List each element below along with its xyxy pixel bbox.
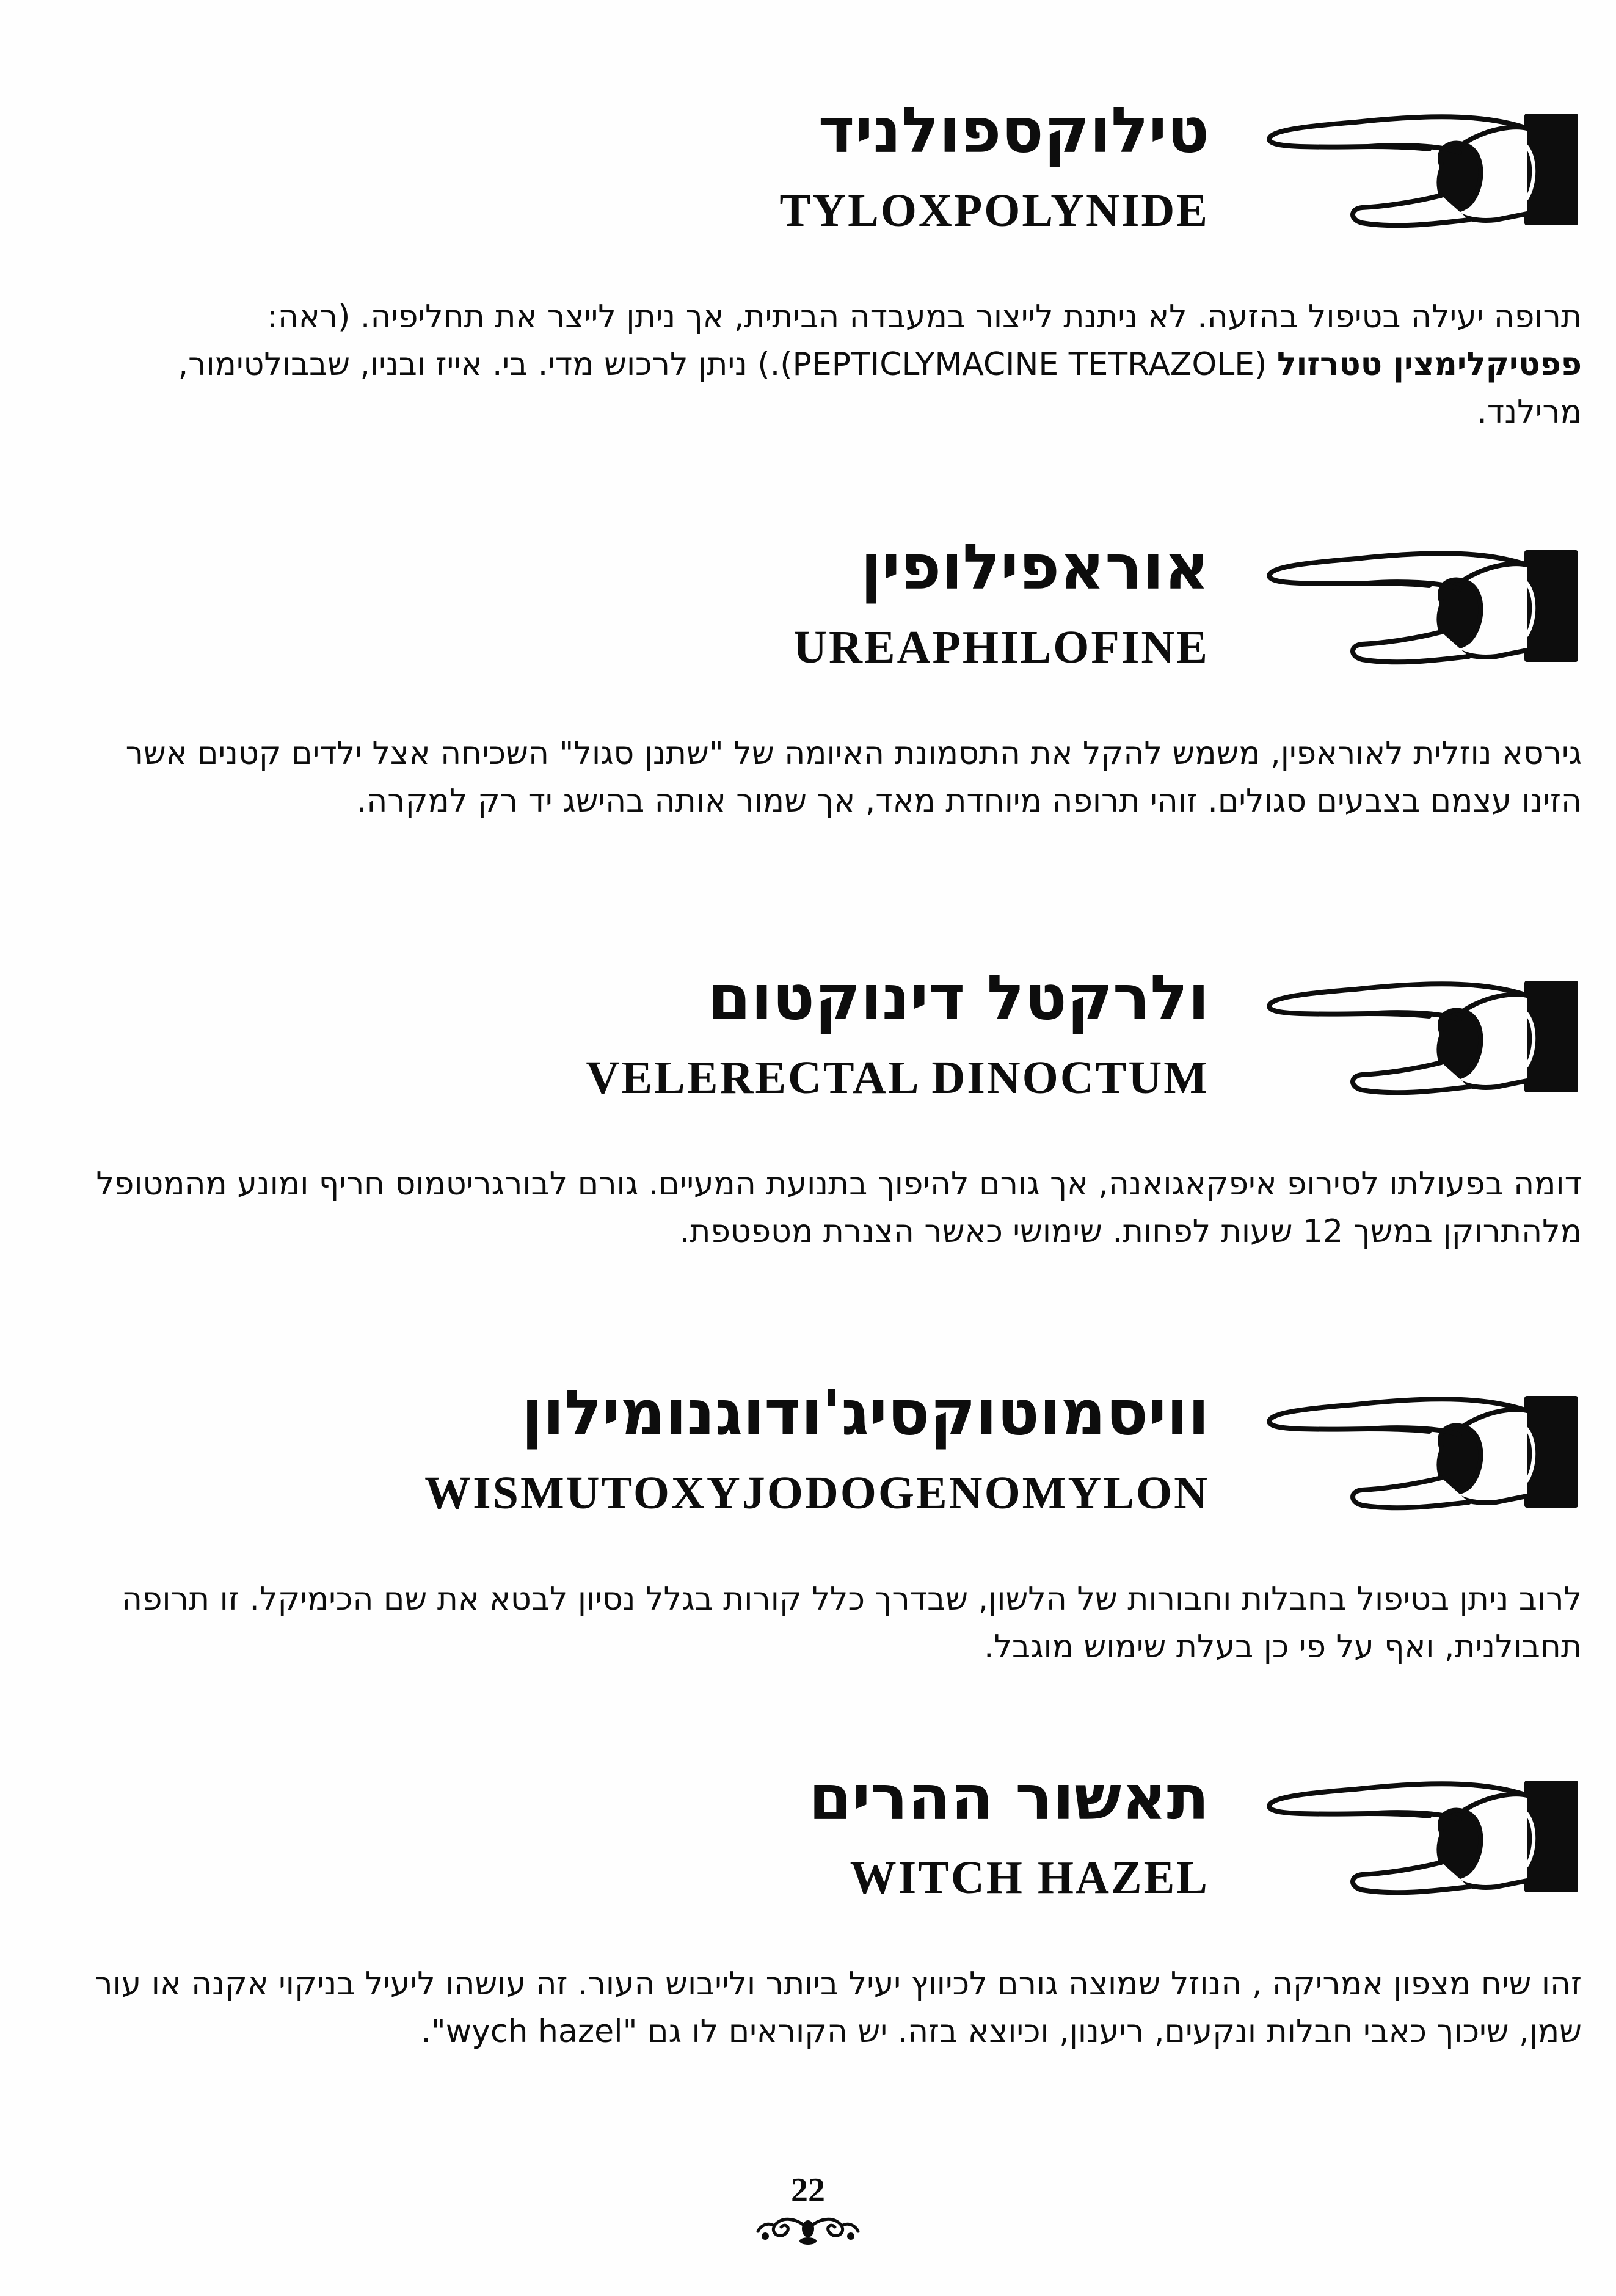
description-text: דומה בפעולתו לסירופ איפקאגואנה, אך גורם להיפוך בתנועת המעיים. גורם לבורגריטמוס חריף ומונע מהמטופל מלהתרוקן במשך 12 שעות לפחות. שימושי כאשר הצנרת מטפטפת. (96, 1166, 1582, 1250)
entry-title-english: WITCH HAZEL (850, 1852, 1209, 1903)
pointing-hand-icon (1258, 965, 1582, 1105)
pointing-hand-icon (1258, 98, 1582, 238)
entry-title-hebrew: ולרקטל דינוקטום (707, 962, 1209, 1034)
entry-title-english: WISMUTOXYJODOGENOMYLON (424, 1467, 1209, 1519)
entry-header (92, 1374, 1582, 1545)
entry-description (92, 730, 1582, 825)
entry-witch-hazel (92, 1759, 1582, 2055)
pointing-hand-icon (1258, 1765, 1582, 1905)
entry-header (92, 92, 1582, 263)
entry-velerectal-dinoctum (92, 959, 1582, 1255)
entry-header (92, 959, 1582, 1130)
pointing-hand-icon (1258, 534, 1582, 675)
entry-tyloxpolynide (92, 92, 1582, 436)
entry-description (92, 1960, 1582, 2055)
entry-title-english: VELERECTAL DINOCTUM (586, 1052, 1209, 1103)
description-text: לרוב ניתן בטיפול בחבלות וחבורות של הלשון, שבדרך כלל קורות בגלל נסיון לבטא את שם הכימיקל. זו תרופה תחבולנית, ואף על פי כן בעלת שימוש מוגבל. (121, 1581, 1582, 1665)
entry-description (92, 1575, 1582, 1671)
entry-description (92, 1160, 1582, 1255)
description-text: גירסא נוזלית לאוראפין, משמש להקל את התסמונת האיומה של "שתנן סגול" השכיחה אצל ילדים קטנים אשר הזינו עצמם בצבעים סגולים. זוהי תרופה מיוחדת מאד, אך שמור אותה בהישג יד רק למקרה. (125, 735, 1582, 819)
entry-header (92, 1759, 1582, 1930)
description-text: (PEPTICLYMACINE TETRAZOLE).) ניתן לרכוש מדי. בי. אייז ובניו, שבבולטימור, מרילנד. (178, 346, 1582, 431)
entry-ureaphilofine (92, 528, 1582, 825)
entry-title-english: UREAPHILOFINE (793, 622, 1209, 673)
entry-title-english: TYLOXPOLYNIDE (779, 185, 1209, 236)
pointing-hand-icon (1258, 1380, 1582, 1520)
entry-header (92, 528, 1582, 699)
floral-ornament-icon (753, 2211, 863, 2247)
cross-reference-term: פפטיקלימצין טטרזול (1276, 346, 1582, 383)
page-number: 22 (791, 2171, 825, 2209)
description-text: תרופה יעילה בטיפול בהזעה. לא ניתנת לייצור במעבדה הביתית, אך ניתן לייצר את תחליפיה. (ראה: (267, 299, 1582, 335)
entry-title-hebrew: אוראפילופין (861, 531, 1209, 604)
entry-wismutoxyjodogenomylon (92, 1374, 1582, 1671)
entry-description (92, 293, 1582, 436)
entry-title-hebrew: וויסמוטוקסיג'ודוגנומילון (521, 1377, 1209, 1450)
description-text: זהו שיח מצפון אמריקה , הנוזל שמוצה גורם לכיווץ יעיל ביותר ולייבוש העור. זה עושהו ליעיל בניקוי אקנה או עור שמן, שיכוך כאבי חבלות ונקעים, ריענון, וכיוצא בזה. יש הקוראים לו גם "wych hazel". (95, 1966, 1582, 2050)
entry-title-hebrew: תאשור ההרים (809, 1762, 1209, 1834)
entry-title-hebrew: טילוקספולניד (818, 95, 1209, 167)
